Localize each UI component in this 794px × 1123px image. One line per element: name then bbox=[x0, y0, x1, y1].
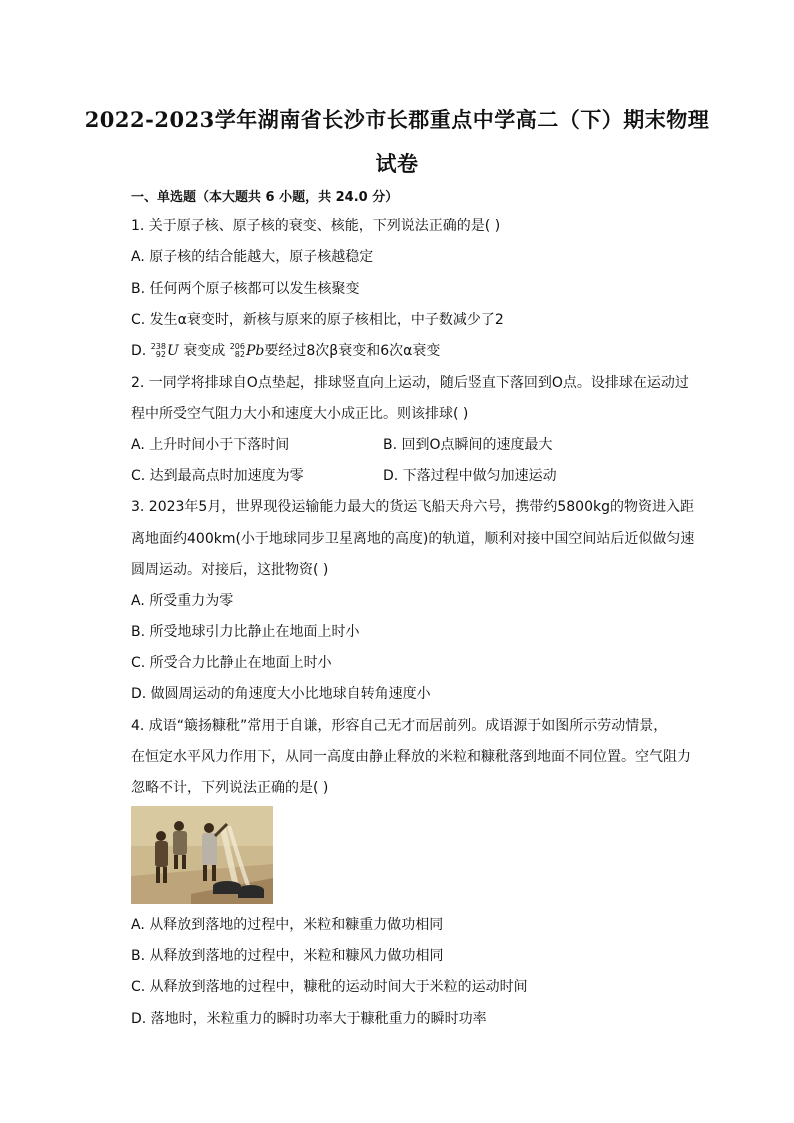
q1-option-a: A. 原子核的结合能越大，原子核越稳定 bbox=[131, 249, 374, 265]
q1-d-prefix: D. bbox=[131, 343, 151, 359]
q3-option-b: B. 所受地球引力比静止在地面上时小 bbox=[131, 624, 360, 640]
q4-stem-line2: 在恒定水平风力作用下，从同一高度由静止释放的米粒和糠秕落到地面不同位置。空气阻力 bbox=[131, 749, 691, 765]
q3-option-c: C. 所受合力比静止在地面上时小 bbox=[131, 655, 332, 671]
q3-option-a: A. 所受重力为零 bbox=[131, 593, 234, 609]
q4-option-b: B. 从释放到落地的过程中，米粒和糠风力做功相同 bbox=[131, 948, 444, 964]
q1-option-d bbox=[131, 341, 440, 361]
pb-mass-number: 206 bbox=[229, 342, 245, 351]
q2-option-d: D. 下落过程中做匀加速运动 bbox=[383, 468, 557, 484]
q2-option-b: B. 回到O点瞬间的速度最大 bbox=[383, 437, 553, 453]
q1-d-mid: 衰变成 bbox=[178, 343, 230, 359]
q2-stem-line1: 2. 一同学将排球自O点垫起，排球竖直向上运动，随后竖直下落回到O点。设排球在运动过 bbox=[131, 375, 689, 391]
u-symbol: U bbox=[166, 343, 179, 359]
q3-option-d: D. 做圆周运动的角速度大小比地球自转角速度小 bbox=[131, 686, 431, 702]
q3-stem-line2: 离地面约400km(小于地球同步卫星离地的高度)的轨道，顺利对接中国空间站后近似做匀速 bbox=[131, 531, 695, 547]
q2-stem-line2: 程中所受空气阻力大小和速度大小成正比。则该排球( ) bbox=[131, 406, 469, 422]
uranium-isotope-numbers bbox=[151, 343, 166, 359]
winnowing-painting-image bbox=[131, 806, 273, 904]
q1-option-b: B. 任何两个原子核都可以发生核聚变 bbox=[131, 281, 360, 297]
q4-option-d: D. 落地时，米粒重力的瞬时功率大于糠秕重力的瞬时功率 bbox=[131, 1011, 487, 1027]
u-atomic-number: 92 bbox=[155, 350, 166, 359]
page-title-line2: 试卷 bbox=[375, 151, 419, 176]
pb-symbol: Pb bbox=[245, 343, 265, 359]
q2-option-c: C. 达到最高点时加速度为零 bbox=[131, 468, 304, 484]
pb-atomic-number: 82 bbox=[234, 350, 245, 359]
q3-stem-line3: 圆周运动。对接后，这批物资( ) bbox=[131, 562, 329, 578]
q4-stem-line3: 忽略不计，下列说法正确的是( ) bbox=[131, 780, 329, 796]
q1-d-suffix: 要经过8次β衰变和6次α衰变 bbox=[264, 343, 441, 359]
section-heading: 一、单选题（本大题共 6 小题，共 24.0 分） bbox=[131, 190, 399, 205]
q3-stem-line1: 3. 2023年5月，世界现役运输能力最大的货运飞船天舟六号，携带约5800kg的物资进入距 bbox=[131, 499, 694, 515]
q1-stem: 1. 关于原子核、原子核的衰变、核能，下列说法正确的是( ) bbox=[131, 218, 501, 234]
q4-option-c: C. 从释放到落地的过程中，糠秕的运动时间大于米粒的运动时间 bbox=[131, 979, 528, 995]
q1-option-c: C. 发生α衰变时，新核与原来的原子核相比，中子数减少了2 bbox=[131, 312, 504, 328]
winnowing-illustration bbox=[131, 806, 273, 904]
page-title: 2022-2023学年湖南省长沙市长郡重点中学高二（下）期末物理 bbox=[84, 107, 710, 132]
lead-isotope-numbers bbox=[230, 343, 245, 359]
q4-stem-line1: 4. 成语“簸扬糠秕”常用于自谦，形容自己无才而居前列。成语源于如图所示劳动情景， bbox=[131, 718, 668, 734]
u-mass-number: 238 bbox=[150, 342, 166, 351]
q2-option-a: A. 上升时间小于下落时间 bbox=[131, 437, 290, 453]
q4-option-a: A. 从释放到落地的过程中，米粒和糠重力做功相同 bbox=[131, 917, 444, 933]
